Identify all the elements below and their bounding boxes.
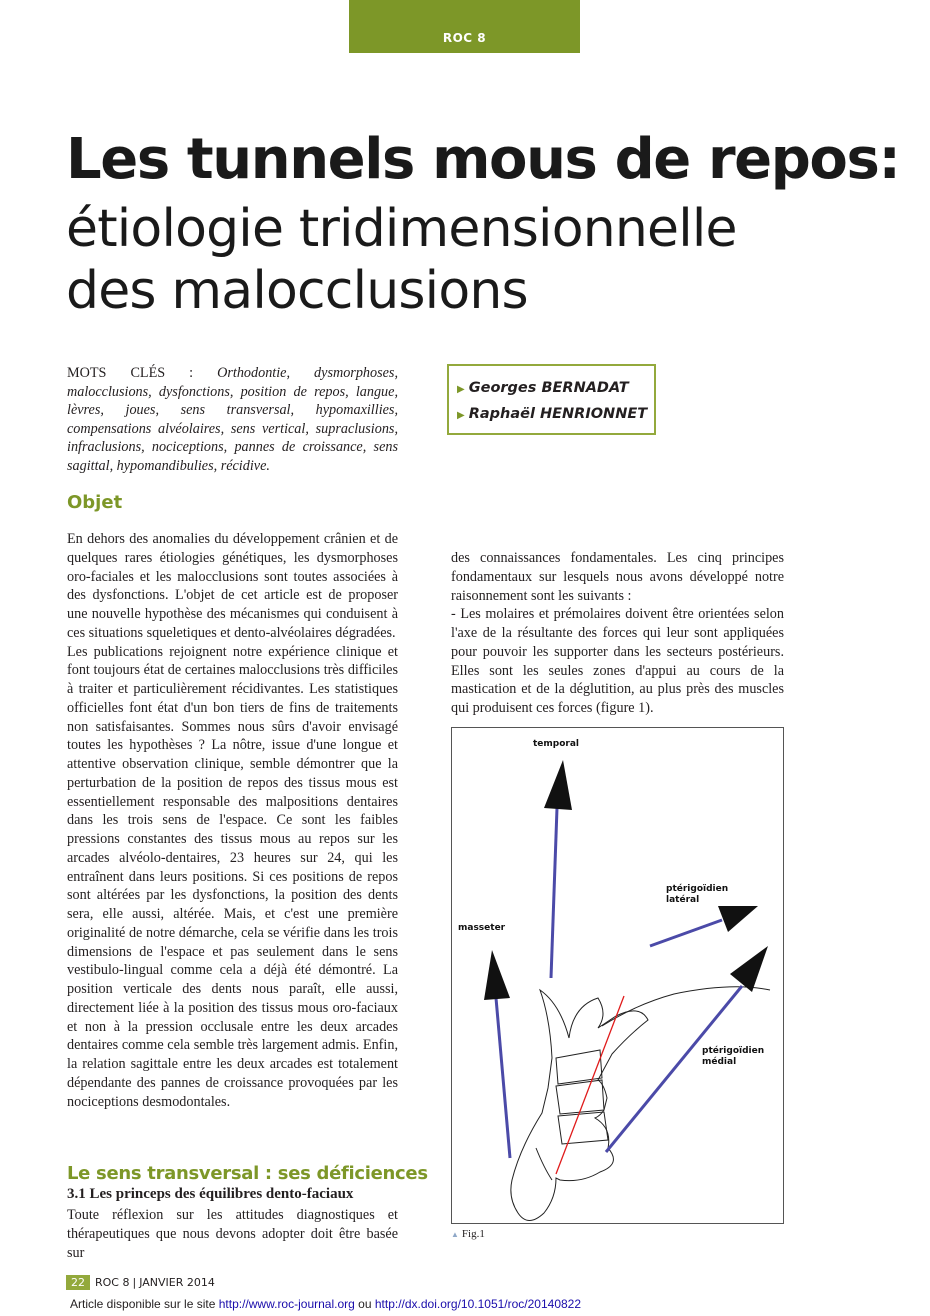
article-title-line1: Les tunnels mous de repos: — [66, 127, 900, 192]
author-name: Georges BERNADAT — [468, 380, 629, 396]
label-pterygoid-lateral — [666, 884, 728, 906]
label-line: latéral — [666, 895, 700, 905]
label-line: médial — [702, 1057, 737, 1067]
triangle-up-icon: ▲ — [451, 1230, 459, 1239]
availability-text: Article disponible sur le site — [70, 1297, 216, 1311]
footer-issue: JANVIER 2014 — [139, 1276, 215, 1289]
tooth-segment — [556, 1080, 604, 1114]
article-title-subtitle — [66, 198, 737, 323]
root-outline — [536, 1148, 552, 1180]
author-1 — [457, 376, 654, 402]
paragraph: En dehors des anomalies du développement crânien et de quelques rares étiologies génétiques, les dysmorphoses oro-faciales et les malocclusions sont toutes associées à des dysfonctions. L'objet de cet article est de proposer une nouvelle hypothèse des mécanismes qui conduisent à ces situations squeletiques et dento-alvéolaires dégradées. — [67, 531, 398, 641]
figure-caption — [451, 1228, 485, 1240]
triangle-bullet-icon: ▶ — [457, 410, 465, 421]
force-arrows — [484, 760, 768, 1158]
tooth-outline — [511, 987, 770, 1221]
keywords-list: Orthodontie, dysmorphoses, malocclusions, dysfonctions, position de repos, langue, lèvres, joues, sens transversal, hypomaxillies, compensations alvéolaires, sens vertical, supraclusions, infraclusions, nociceptions, pannes de croissance, sens sagittal, hypomandibulies, récidive. — [67, 365, 398, 474]
availability-or: ou — [358, 1297, 372, 1311]
doi-link[interactable]: http://dx.doi.org/10.1051/roc/20140822 — [374, 1297, 582, 1311]
authors-box — [447, 364, 656, 435]
article-title-line3: des malocclusions — [66, 261, 528, 322]
journal-tab-label: ROC 8 — [442, 30, 487, 45]
journal-link[interactable]: http://www.roc-journal.org — [218, 1297, 355, 1311]
page-footer — [66, 1275, 215, 1290]
keywords-block — [67, 364, 398, 475]
gum-line — [602, 987, 770, 1026]
paragraph: - Les molaires et prémolaires doivent être orientées selon l'axe de la résultante des forces qui leur sont appliquées pour pouvoir les supporter dans les secteurs postérieurs. Elles sont les seules zones d'appui au cours de la mastication et de la déglutition, au plus près des muscles qui produisent ces forces (figure 1). — [451, 606, 784, 716]
journal-tab — [349, 0, 580, 53]
triangle-bullet-icon: ▶ — [457, 384, 465, 395]
muscle-force-diagram — [452, 728, 785, 1225]
paragraph: Les publications rejoignent notre expérience clinique et font toujours état de certaines malocclusions très difficiles à traiter et particulièrement récidivantes. Les statistiques officielles font état d'un bon tiers de fins de traitements non satisfaisantes. Sommes nous sûrs d'avoir envisagé toutes les hypothèses ? La nôtre, issue d'une longue et attentive observation clinique, semble démontrer que la perturbation de la position de repos des tissus mous est essentiellement responsable des malpositions dentaires dans les trois sens de l'espace. Ce sont les faibles pressions constantes des tissus mous au repos sur les arcades alvéolo-dentaires, 23 heures sur 24, qui les entraînent dans leurs positions. Si ces positions de repos sont altérées par les dysfonctions, la position des dents sera, elle aussi, altérée. Mais, et c'est une première originalité de notre démarche, cela se vérifie dans les trois dimensions de l'espace et pas seulement dans le sens vestibulo-lingual comme cela a déjà été démontré. La position verticale des dents nous paraît, elle aussi, directement liée à la position des tissus mous oro-faciaux et non à la pression occlusale entre les deux arcades dentaires comme cela semble très largement admis. Enfin, la relation sagittale entre les deux arcades est totalement dépendante des pannes de croissance provoquées par les nociceptions desmodontales. — [67, 643, 398, 1110]
figure-1 — [451, 727, 784, 1224]
tooth-segment — [558, 1112, 608, 1144]
figure-caption-text: Fig.1 — [461, 1228, 485, 1240]
tooth-segment — [556, 1050, 602, 1084]
availability-line — [70, 1297, 581, 1311]
author-name: Raphaël HENRIONNET — [468, 406, 648, 422]
paragraph: Toute réflexion sur les attitudes diagnostiques et thérapeutiques que nous devons adopter doit être basée sur — [67, 1207, 398, 1261]
footer-journal: ROC 8 — [95, 1276, 130, 1289]
label-line: ptérigoïdien — [702, 1046, 765, 1056]
temporal-arrow-shaft — [551, 808, 557, 978]
label-masseter: masseter — [458, 923, 506, 933]
tooth-crown-cusp — [511, 990, 648, 1221]
temporal-arrowhead — [544, 760, 572, 810]
masseter-arrow-shaft — [496, 998, 510, 1158]
article-title-line2: étiologie tridimensionnelle — [66, 199, 737, 259]
section-heading-transversal: Le sens transversal : ses déficiences — [67, 1163, 428, 1184]
keywords-label: MOTS CLÉS : — [67, 365, 194, 381]
footer-separator: | — [132, 1276, 137, 1289]
left-column-text — [67, 530, 398, 1111]
label-temporal: temporal — [533, 739, 580, 749]
pterygoid-medial-arrow-shaft — [606, 986, 742, 1152]
page-number: 22 — [66, 1275, 90, 1290]
masseter-arrowhead — [484, 950, 510, 1000]
pterygoid-lateral-arrow-shaft — [650, 920, 722, 946]
label-line: ptérigoïdien — [666, 884, 729, 894]
pterygoid-medial-arrowhead — [730, 946, 768, 992]
right-column-text — [451, 549, 784, 718]
pterygoid-lateral-arrowhead — [718, 906, 758, 932]
label-pterygoid-medial — [702, 1046, 764, 1068]
paragraph: des connaissances fondamentales. Les cinq principes fondamentaux sur lesquels nous avons développé notre raisonnement sont les suivants : — [451, 550, 784, 604]
subsection-heading: 3.1 Les princeps des équilibres dento-faciaux — [67, 1186, 354, 1202]
section-heading-objet: Objet — [67, 492, 123, 513]
author-2 — [457, 402, 654, 428]
